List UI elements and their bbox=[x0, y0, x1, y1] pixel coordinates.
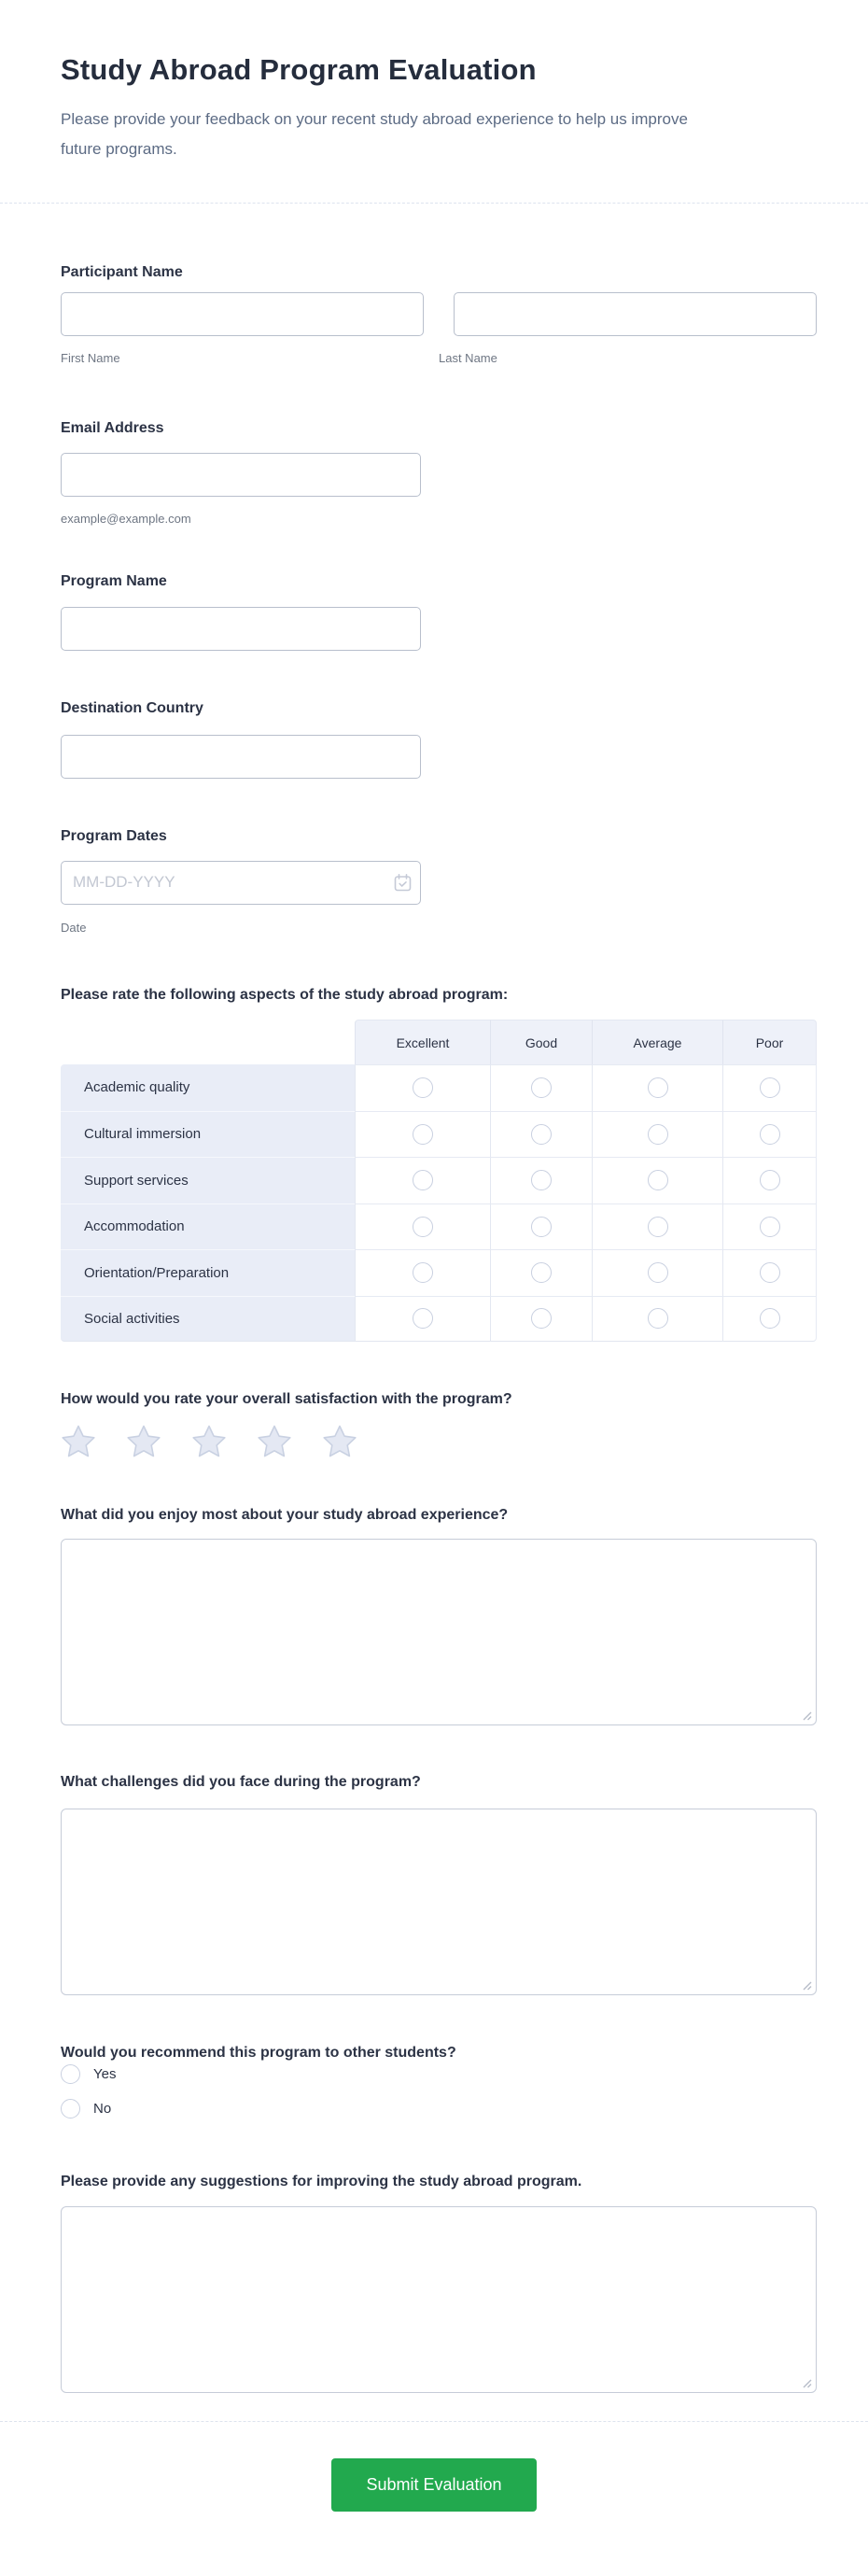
last-name-sublabel: Last Name bbox=[439, 351, 497, 365]
email-sublabel: example@example.com bbox=[61, 512, 191, 526]
program-name-label: Program Name bbox=[61, 573, 167, 589]
name-input-row bbox=[61, 292, 817, 336]
matrix-radio[interactable] bbox=[760, 1077, 780, 1098]
matrix-radio[interactable] bbox=[760, 1262, 780, 1283]
suggestions-label: Please provide any suggestions for improving the study abroad program. bbox=[61, 2174, 582, 2189]
question-program-name bbox=[61, 571, 817, 651]
suggestions-textarea[interactable] bbox=[61, 2206, 817, 2393]
matrix-corner-cell bbox=[61, 1020, 355, 1064]
email-input[interactable] bbox=[61, 453, 421, 497]
matrix-radio[interactable] bbox=[413, 1124, 433, 1145]
matrix-col-average: Average bbox=[592, 1020, 722, 1064]
question-suggestions bbox=[61, 2172, 817, 2393]
satisfaction-label: How would you rate your overall satisfaction with the program? bbox=[61, 1391, 512, 1407]
matrix-radio[interactable] bbox=[760, 1308, 780, 1329]
matrix-col-good: Good bbox=[490, 1020, 592, 1064]
challenges-textarea[interactable] bbox=[61, 1809, 817, 1995]
matrix-radio[interactable] bbox=[531, 1124, 552, 1145]
question-participant-name bbox=[61, 262, 817, 365]
enjoy-most-label: What did you enjoy most about your study abroad experience? bbox=[61, 1507, 509, 1523]
last-name-input[interactable] bbox=[454, 292, 817, 336]
matrix-radio[interactable] bbox=[648, 1262, 668, 1283]
challenges-textarea-wrap bbox=[61, 1809, 817, 1995]
matrix-radio[interactable] bbox=[760, 1170, 780, 1190]
matrix-header-row bbox=[61, 1020, 817, 1064]
matrix-row-label: Accommodation bbox=[61, 1204, 355, 1250]
destination-country-label: Destination Country bbox=[61, 700, 203, 716]
date-input-wrap bbox=[61, 861, 421, 905]
calendar-icon[interactable] bbox=[393, 873, 413, 893]
matrix-radio[interactable] bbox=[413, 1170, 433, 1190]
matrix-radio[interactable] bbox=[531, 1308, 552, 1329]
matrix-radio[interactable] bbox=[648, 1124, 668, 1145]
recommend-label: Would you recommend this program to other students? bbox=[61, 2045, 456, 2061]
matrix-radio[interactable] bbox=[413, 1077, 433, 1098]
matrix-radio[interactable] bbox=[648, 1308, 668, 1329]
program-dates-label: Program Dates bbox=[61, 828, 167, 844]
rating-matrix-table bbox=[61, 1020, 817, 1342]
matrix-row-social-activities bbox=[61, 1296, 817, 1343]
question-challenges bbox=[61, 1772, 817, 1995]
matrix-row-label: Academic quality bbox=[61, 1064, 355, 1111]
yes-label: Yes bbox=[93, 2065, 117, 2082]
form-body bbox=[0, 262, 868, 2393]
matrix-radio[interactable] bbox=[648, 1170, 668, 1190]
star-icon[interactable] bbox=[191, 1424, 227, 1459]
question-program-dates bbox=[61, 826, 817, 935]
question-overall-satisfaction bbox=[61, 1389, 817, 1459]
enjoy-most-textarea-wrap bbox=[61, 1539, 817, 1725]
first-name-sublabel: First Name bbox=[61, 351, 120, 365]
matrix-row-cultural-immersion bbox=[61, 1111, 817, 1158]
form-footer bbox=[0, 2422, 868, 2560]
question-destination-country bbox=[61, 698, 817, 779]
matrix-row-label: Orientation/Preparation bbox=[61, 1249, 355, 1296]
form-title: Study Abroad Program Evaluation bbox=[61, 53, 537, 86]
matrix-col-excellent: Excellent bbox=[355, 1020, 490, 1064]
matrix-radio[interactable] bbox=[760, 1217, 780, 1237]
star-icon[interactable] bbox=[322, 1424, 357, 1459]
matrix-row-label: Cultural immersion bbox=[61, 1111, 355, 1158]
matrix-col-poor: Poor bbox=[722, 1020, 817, 1064]
resize-grip-icon[interactable] bbox=[801, 1979, 812, 1991]
matrix-row-academic-quality bbox=[61, 1064, 817, 1111]
date-input[interactable] bbox=[61, 861, 421, 905]
matrix-radio[interactable] bbox=[648, 1077, 668, 1098]
rating-matrix-label: Please rate the following aspects of the study abroad program: bbox=[61, 987, 509, 1003]
yes-radio[interactable] bbox=[61, 2064, 80, 2084]
matrix-row-label: Support services bbox=[61, 1157, 355, 1204]
star-icon[interactable] bbox=[61, 1424, 96, 1459]
resize-grip-icon[interactable] bbox=[801, 1710, 812, 1721]
star-icon[interactable] bbox=[257, 1424, 292, 1459]
matrix-radio[interactable] bbox=[648, 1217, 668, 1237]
matrix-row-label: Social activities bbox=[61, 1296, 355, 1343]
matrix-radio[interactable] bbox=[531, 1170, 552, 1190]
email-label: Email Address bbox=[61, 420, 164, 436]
no-label: No bbox=[93, 2100, 112, 2117]
no-radio[interactable] bbox=[61, 2099, 80, 2119]
matrix-radio[interactable] bbox=[413, 1308, 433, 1329]
star-rating bbox=[61, 1424, 357, 1459]
program-name-input[interactable] bbox=[61, 607, 421, 651]
matrix-row-orientation-preparation bbox=[61, 1249, 817, 1296]
matrix-radio[interactable] bbox=[413, 1262, 433, 1283]
star-icon[interactable] bbox=[126, 1424, 161, 1459]
recommend-option-yes[interactable] bbox=[61, 2063, 817, 2084]
recommend-option-no[interactable] bbox=[61, 2098, 817, 2119]
question-rating-matrix bbox=[61, 985, 817, 1342]
matrix-row-support-services bbox=[61, 1157, 817, 1204]
matrix-radio[interactable] bbox=[760, 1124, 780, 1145]
date-sublabel: Date bbox=[61, 921, 87, 935]
destination-country-input[interactable] bbox=[61, 735, 421, 779]
matrix-radio[interactable] bbox=[531, 1077, 552, 1098]
matrix-radio[interactable] bbox=[531, 1217, 552, 1237]
matrix-radio[interactable] bbox=[531, 1262, 552, 1283]
question-enjoy-most bbox=[61, 1505, 817, 1725]
enjoy-most-textarea[interactable] bbox=[61, 1539, 817, 1725]
form-subtitle: Please provide your feedback on your recent study abroad experience to help us improve future programs. bbox=[61, 110, 688, 158]
question-recommend bbox=[61, 2043, 817, 2119]
first-name-input[interactable] bbox=[61, 292, 424, 336]
suggestions-textarea-wrap bbox=[61, 2206, 817, 2393]
header-divider bbox=[0, 203, 868, 204]
name-sublabel-row bbox=[61, 352, 817, 365]
matrix-radio[interactable] bbox=[413, 1217, 433, 1237]
participant-name-label: Participant Name bbox=[61, 264, 183, 280]
matrix-row-accommodation bbox=[61, 1204, 817, 1250]
submit-button[interactable]: Submit Evaluation bbox=[331, 2458, 537, 2512]
form-header bbox=[0, 0, 868, 203]
question-email bbox=[61, 418, 817, 526]
challenges-label: What challenges did you face during the program? bbox=[61, 1774, 421, 1790]
resize-grip-icon[interactable] bbox=[801, 2377, 812, 2388]
